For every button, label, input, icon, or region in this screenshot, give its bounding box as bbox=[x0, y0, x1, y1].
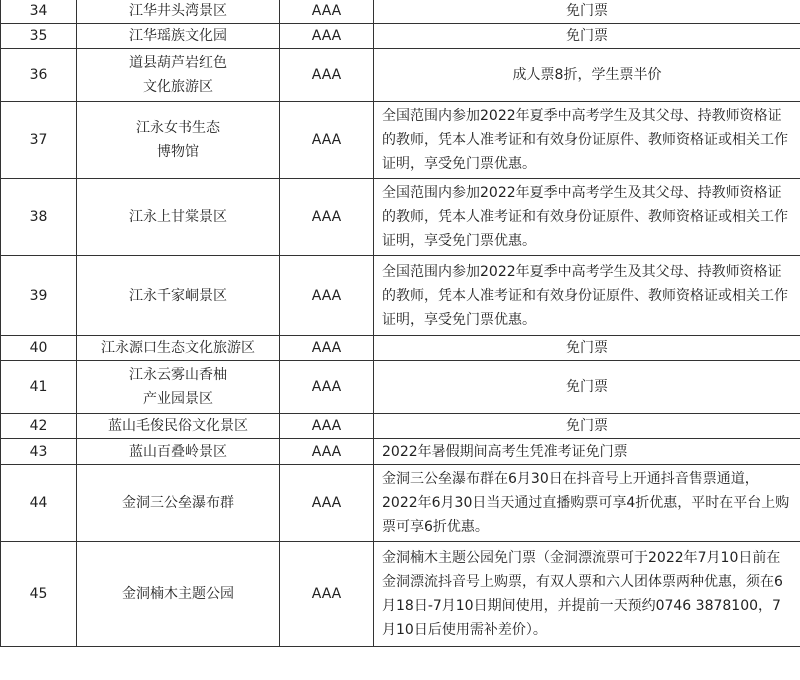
scenic-spot-name: 金洞楠木主题公园 bbox=[77, 542, 280, 647]
scenic-spot-name: 道县葫芦岩红色 文化旅游区 bbox=[77, 49, 280, 102]
ticket-policy: 免门票 bbox=[374, 336, 800, 361]
rating-level: AAA bbox=[280, 49, 374, 102]
table-row bbox=[1, 336, 800, 361]
row-number: 38 bbox=[1, 179, 77, 256]
scenic-spot-name: 蓝山百叠岭景区 bbox=[77, 439, 280, 465]
ticket-policy: 金洞楠木主题公园免门票（金洞漂流票可于2022年7月10日前在金洞漂流抖音号上购票，有双人票和六人团体票两种优惠，须在6月18日-7月10日期间使用，并提前一天预约0746 3878100，7月10日后使用需补差价）。 bbox=[374, 542, 800, 647]
rating-level: AAA bbox=[280, 24, 374, 49]
row-number: 39 bbox=[1, 256, 77, 336]
row-number: 44 bbox=[1, 465, 77, 542]
table-row bbox=[1, 179, 800, 256]
ticket-policy: 全国范围内参加2022年夏季中高考学生及其父母、持教师资格证的教师，凭本人准考证和有效身份证原件、教师资格证或相关工作证明，享受免门票优惠。 bbox=[374, 102, 800, 179]
row-number: 35 bbox=[1, 24, 77, 49]
rating-level: AAA bbox=[280, 179, 374, 256]
scenic-spot-name: 江华瑶族文化园 bbox=[77, 24, 280, 49]
table-row bbox=[1, 256, 800, 336]
scenic-spot-name: 江永云雾山香柚 产业园景区 bbox=[77, 361, 280, 414]
row-number: 36 bbox=[1, 49, 77, 102]
scenic-spot-name: 江永千家峒景区 bbox=[77, 256, 280, 336]
table-row bbox=[1, 439, 800, 465]
scenic-spot-name: 江永上甘棠景区 bbox=[77, 179, 280, 256]
ticket-policy: 2022年暑假期间高考生凭准考证免门票 bbox=[374, 439, 800, 465]
rating-level: AAA bbox=[280, 465, 374, 542]
row-number: 41 bbox=[1, 361, 77, 414]
row-number: 42 bbox=[1, 414, 77, 439]
rating-level: AAA bbox=[280, 361, 374, 414]
table-row bbox=[1, 542, 800, 647]
ticket-policy: 全国范围内参加2022年夏季中高考学生及其父母、持教师资格证的教师，凭本人准考证和有效身份证原件、教师资格证或相关工作证明，享受免门票优惠。 bbox=[374, 256, 800, 336]
scenic-spot-name: 蓝山毛俊民俗文化景区 bbox=[77, 414, 280, 439]
scenic-spot-name: 江永源口生态文化旅游区 bbox=[77, 336, 280, 361]
table-row bbox=[1, 24, 800, 49]
row-number: 43 bbox=[1, 439, 77, 465]
table-row bbox=[1, 414, 800, 439]
rating-level: AAA bbox=[280, 0, 374, 24]
table-row bbox=[1, 49, 800, 102]
scenic-spot-name: 金洞三公垒瀑布群 bbox=[77, 465, 280, 542]
ticket-policy: 全国范围内参加2022年夏季中高考学生及其父母、持教师资格证的教师，凭本人准考证和有效身份证原件、教师资格证或相关工作证明，享受免门票优惠。 bbox=[374, 179, 800, 256]
rating-level: AAA bbox=[280, 414, 374, 439]
table-row bbox=[1, 361, 800, 414]
ticket-policy: 免门票 bbox=[374, 414, 800, 439]
rating-level: AAA bbox=[280, 102, 374, 179]
scenic-spot-name: 江华井头湾景区 bbox=[77, 0, 280, 24]
row-number: 34 bbox=[1, 0, 77, 24]
ticket-policy: 免门票 bbox=[374, 361, 800, 414]
scenic-spot-name: 江永女书生态 博物馆 bbox=[77, 102, 280, 179]
table-row bbox=[1, 102, 800, 179]
row-number: 40 bbox=[1, 336, 77, 361]
rating-level: AAA bbox=[280, 542, 374, 647]
ticket-policy: 金洞三公垒瀑布群在6月30日在抖音号上开通抖音售票通道，2022年6月30日当天通过直播购票可享4折优惠，平时在平台上购票可享6折优惠。 bbox=[374, 465, 800, 542]
row-number: 37 bbox=[1, 102, 77, 179]
rating-level: AAA bbox=[280, 336, 374, 361]
table-row bbox=[1, 465, 800, 542]
ticket-policy: 免门票 bbox=[374, 24, 800, 49]
ticket-policy: 成人票8折，学生票半价 bbox=[374, 49, 800, 102]
ticket-policy: 免门票 bbox=[374, 0, 800, 24]
rating-level: AAA bbox=[280, 439, 374, 465]
table-row bbox=[1, 0, 800, 24]
rating-level: AAA bbox=[280, 256, 374, 336]
row-number: 45 bbox=[1, 542, 77, 647]
